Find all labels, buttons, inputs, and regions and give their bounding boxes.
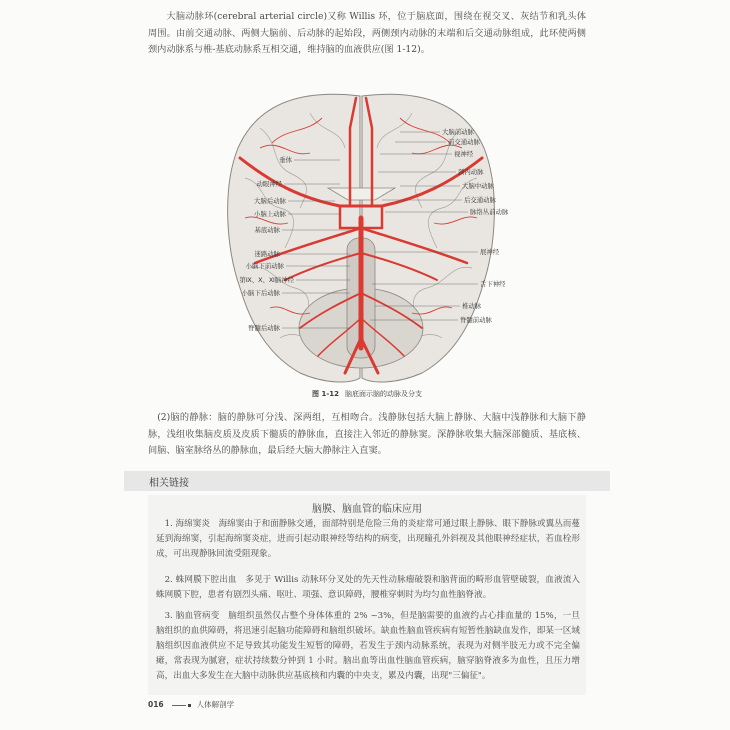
intro-paragraph: 大脑动脉环(cerebral arterial circle)又称 Willis 环，位于脑底面，围绕在视交叉、灰结节和乳头体周围。由前交通动脉、两侧大脑前、后动脉的起始段，两侧颈内动脉的末端和后交通动脉组成，此环使两侧颈内动脉系与椎-基底动脉系互相交通，维持脑的血液供应(图 1-12)。 <box>148 11 586 55</box>
page-footer <box>148 699 234 710</box>
veins-paragraph: (2)脑的静脉：脑的静脉可分浅、深两组，互相吻合。浅静脉包括大脑上静脉、大脑中浅静脉和大脑下静脉，浅组收集脑皮质及皮质下髓质的静脉血，直接注入邻近的静脉窦。深静脉收集大脑深部髓质、基底核、间脑、脑室脉络丛的静脉血，最后经大脑大静脉注入直窦。 <box>148 412 586 456</box>
label-anterior-communicating-artery: 前交通动脉 <box>448 138 480 146</box>
label-posterior-cerebral-artery: 大脑后动脉 <box>254 197 286 205</box>
clinical-application-box <box>148 495 586 695</box>
brain-arteries-figure <box>200 88 522 388</box>
clinical-item-cavernous-sinusitis: 1. 海绵窦炎 海绵窦由于和面静脉交通，面部特别是危险三角的炎症常可通过眼上静脉、眼下静脉或翼丛而蔓延到海绵窦，引起海绵窦炎症，进而引起动眼神经等结构的病变，出现瞳孔外斜视及其他眼神经症状，若血栓形成，可出现静脉回流受阻现象。 <box>156 519 580 559</box>
label-internal-carotid-artery: 颈内动脉 <box>458 168 484 176</box>
label-labyrinthine-artery: 迷路动脉 <box>254 250 280 258</box>
related-links-heading: 相关链接 <box>149 478 189 489</box>
brain-base-illustration <box>200 88 522 388</box>
label-superior-cerebellar-artery: 小脑上动脉 <box>254 210 286 218</box>
label-cranial-nerves-9-10-11: 第Ⅸ、Ⅹ、Ⅺ脑神经 <box>239 276 294 284</box>
related-links-bar <box>124 471 610 491</box>
label-vertebral-artery: 椎动脉 <box>462 302 482 310</box>
label-middle-cerebral-artery: 大脑中动脉 <box>462 182 494 190</box>
label-posterior-inferior-cerebellar-artery: 小脑下后动脉 <box>241 289 280 297</box>
book-title: 人体解剖学 <box>196 700 235 709</box>
figure-caption <box>148 389 586 399</box>
clinical-item-subarachnoid-hemorrhage: 2. 蛛网膜下腔出血 多见于 Willis 动脉环分叉处的先天性动脉瘤破裂和脑背面的畸形血管壁破裂，血液流入蛛网膜下腔，患者有剧烈头痛、呕吐、项强、意识障碍，腰椎穿刺时为均匀血性脑脊液。 <box>156 575 580 600</box>
footer-dot <box>188 704 191 707</box>
label-pituitary: 垂体 <box>279 156 292 164</box>
label-anterior-cerebral-artery: 大脑前动脉 <box>442 128 474 136</box>
figure-caption-number: 图 1-12 <box>312 390 339 398</box>
label-anterior-choroidal-artery: 脉络丛前动脉 <box>470 208 509 216</box>
box-title: 脑膜、脑血管的临床应用 <box>312 504 422 515</box>
clinical-item-cerebrovascular-disease: 3. 脑血管病变 脑组织虽然仅占整个身体体重的 2% ~3%，但是脑需要的血液约占心排血量的 15%，一旦脑组织的血供障碍，将迅速引起脑功能障碍和脑组织破坏。缺血性脑血管疾病有短暂性脑缺血发作，即某一区域脑组织因血液供应不足导致其功能发生短暂的障碍，若发生于颈内动脉系统，表现为对侧半肢无力或不完全偏瘫，常表现为腻窘，症状持续数分钟到 1 小时。脑出血等出血性脑血管疾病，脑穿脑脊液多为血性，且压力增高，出血大多发生在大脑中动脉供应基底核和内囊的中央支，累及内囊，出现"三偏征"。 <box>156 611 580 681</box>
label-basilar-artery: 基底动脉 <box>254 226 280 234</box>
label-anterior-inferior-cerebellar-artery: 小脑下前动脉 <box>245 262 284 270</box>
label-abducens-nerve: 展神经 <box>480 248 500 256</box>
label-hypoglossal-nerve: 舌下神经 <box>480 280 506 288</box>
figure-caption-text: 脑底面示脑的动脉及分支 <box>344 390 422 398</box>
label-optic-nerve: 视神经 <box>454 150 474 158</box>
label-anterior-spinal-artery: 脊髓前动脉 <box>460 316 492 324</box>
label-posterior-spinal-artery: 脊髓后动脉 <box>248 324 280 332</box>
page-number: 016 <box>148 700 164 709</box>
label-posterior-communicating-artery: 后交通动脉 <box>464 196 496 204</box>
label-oculomotor-nerve: 动眼神经 <box>256 180 282 188</box>
footer-rule <box>172 705 186 706</box>
